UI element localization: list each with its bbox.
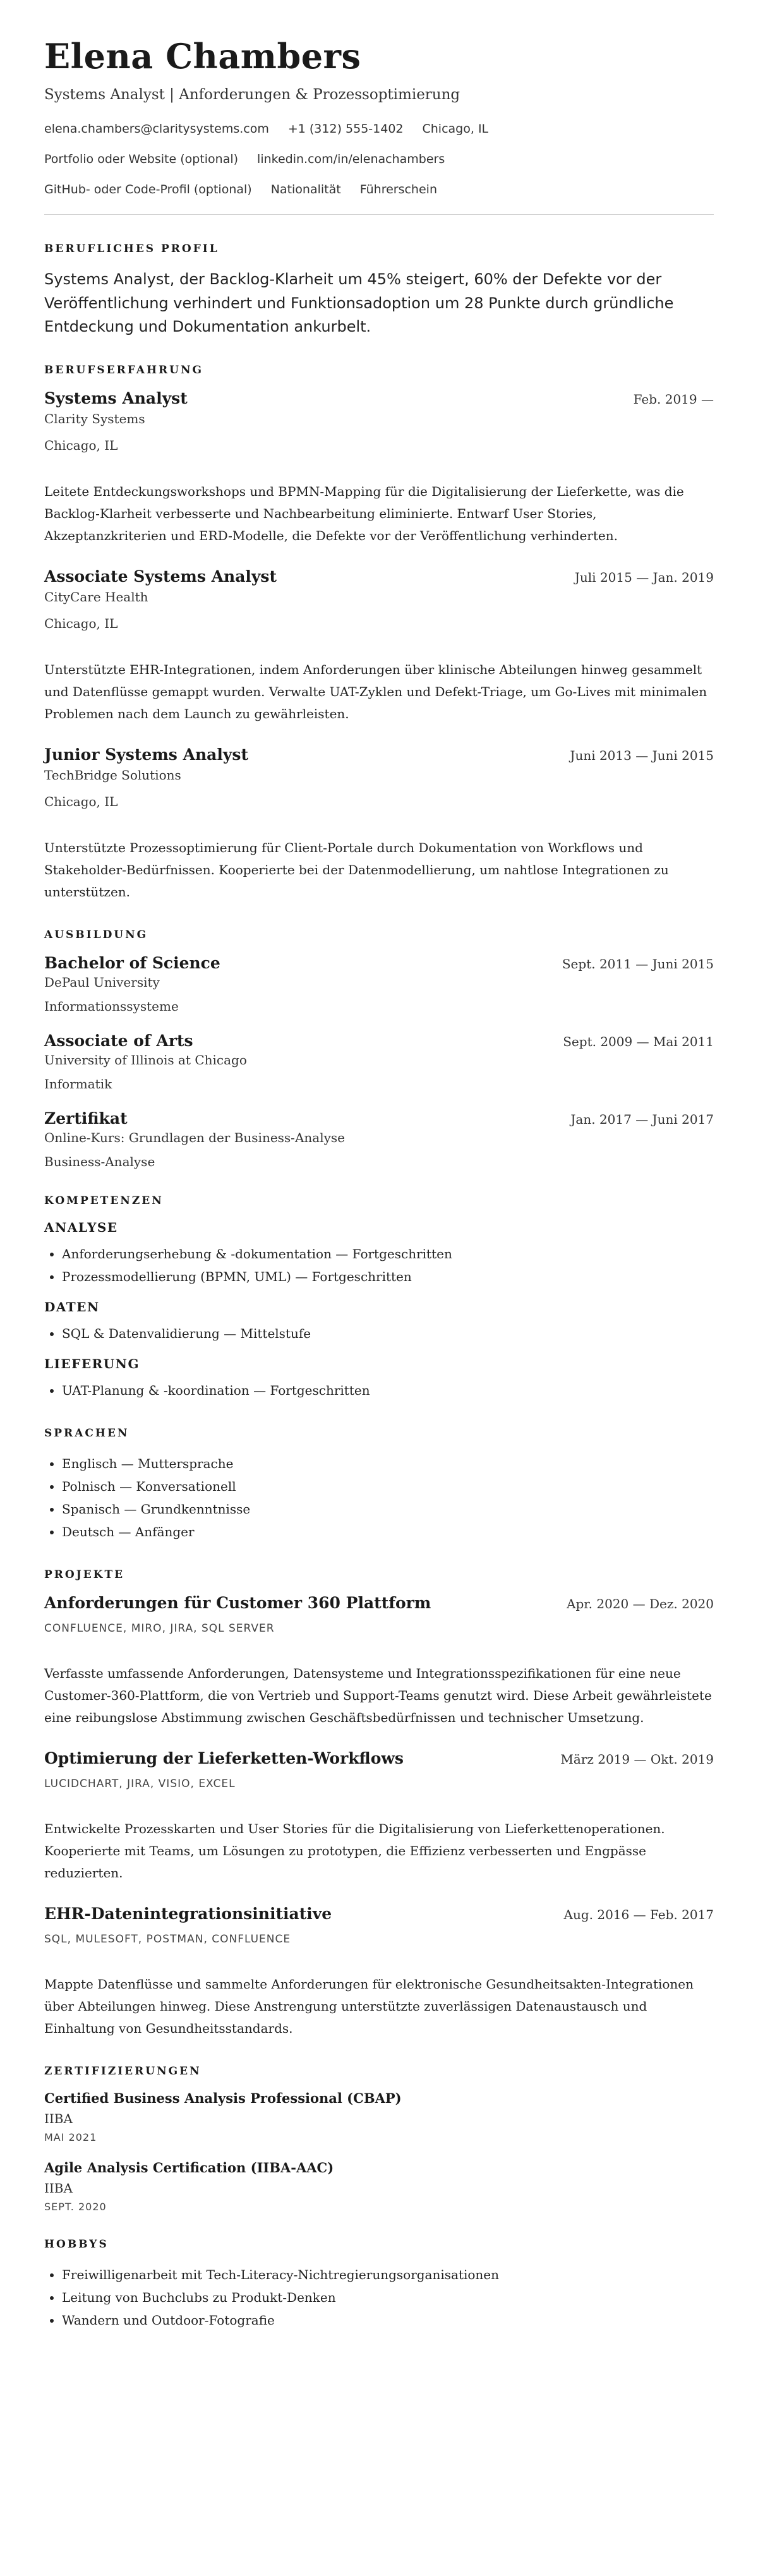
skill-item: • UAT-Planung & -koordination — Fortgeschritten xyxy=(62,1379,714,1402)
experience-entry xyxy=(44,389,714,547)
language-item: • Spanisch — Grundkenntnisse xyxy=(62,1498,714,1520)
skill-item: • Prozessmodellierung (BPMN, UML) — Fortgeschritten xyxy=(62,1265,714,1288)
project-description: Mappte Datenflüsse und sammelte Anforderungen für elektronische Gesundheitsakten-Integrationen über Abteilungen hinweg. Diese Anstrengung unterstützte zuverlässigen Datenaustausch und Einhaltung von Gesundheitsstandards. xyxy=(44,1976,694,2036)
skill-item: • Anforderungserhebung & -dokumentation — Fortgeschritten xyxy=(62,1243,714,1265)
field-of-study: Business-Analyse xyxy=(44,1153,155,1169)
project-date: Aug. 2016 — Feb. 2017 xyxy=(563,1906,714,1922)
education-entry xyxy=(44,1109,714,1169)
degree-title: Zertifikat xyxy=(44,1109,128,1128)
contact-linkedin[interactable]: linkedin.com/in/elenachambers xyxy=(257,152,445,167)
education-entry xyxy=(44,1032,714,1092)
skill-category: ANALYSE xyxy=(44,1219,118,1235)
degree-title: Associate of Arts xyxy=(44,1031,193,1050)
project-entry xyxy=(44,1594,714,1729)
job-title: Associate Systems Analyst xyxy=(44,567,277,586)
language-item: • Polnisch — Konversationell xyxy=(62,1475,714,1498)
education-section xyxy=(44,929,714,1169)
project-tools: SQL, MULESOFT, POSTMAN, CONFLUENCE xyxy=(44,1932,291,1946)
hobby-item: • Wandern und Outdoor-Fotografie xyxy=(62,2309,714,2332)
section-title-certifications: ZERTIFIZIERUNGEN xyxy=(44,2064,202,2078)
hobby-list xyxy=(44,2263,714,2332)
job-date: Juli 2015 — Jan. 2019 xyxy=(574,569,714,585)
section-title-experience: BERUFSERFAHRUNG xyxy=(44,363,204,376)
header-divider xyxy=(44,214,714,215)
profile-text: Systems Analyst, der Backlog-Klarheit um 45% steigert, 60% der Defekte vor der Veröffentlichung verhindert und Funktionsadoption um 28 Punkte durch gründliche Entdeckung und Dokumentation ankurbelt. xyxy=(44,270,674,335)
contact-drivers-license: Führerschein xyxy=(359,183,437,197)
school-name: University of Illinois at Chicago xyxy=(44,1052,247,1068)
skill-list xyxy=(44,1243,714,1288)
skill-category: DATEN xyxy=(44,1299,100,1315)
skill-category: LIEFERUNG xyxy=(44,1356,140,1371)
certification-entry xyxy=(44,2160,714,2213)
certification-org: IIBA xyxy=(44,2110,73,2126)
job-description: Unterstützte Prozessoptimierung für Client-Portale durch Dokumentation von Workflows und Stakeholder-Bedürfnissen. Kooperierte bei der Datenmodellierung, um nahtlose Integrationen zu unterstützen. xyxy=(44,840,669,900)
project-date: März 2019 — Okt. 2019 xyxy=(560,1751,714,1767)
hobby-item: • Freiwilligenarbeit mit Tech-Literacy-Nichtregierungsorganisationen xyxy=(62,2263,714,2286)
section-title-profile: BERUFLICHES PROFIL xyxy=(44,243,219,256)
experience-entry xyxy=(44,745,714,903)
school-name: Online-Kurs: Grundlagen der Business-Analyse xyxy=(44,1129,345,1145)
certification-name: Certified Business Analysis Professional (CBAP) xyxy=(44,2090,402,2106)
contact-github[interactable]: GitHub- oder Code-Profil (optional) xyxy=(44,183,252,197)
candidate-subtitle: Systems Analyst | Anforderungen & Prozessoptimierung xyxy=(44,87,460,104)
education-entry xyxy=(44,954,714,1014)
language-list xyxy=(44,1452,714,1543)
project-description: Verfasste umfassende Anforderungen, Datensysteme und Integrationsspezifikationen für eine neue Customer-360-Plattform, die von Vertrieb und Support-Teams genutzt wird. Diese Arbeit gewährleistete eine reibungslose Abstimmung zwischen Geschäftsbedürfnissen und technischer Umsetzung. xyxy=(44,1665,712,1725)
contact-email[interactable]: elena.chambers@claritysystems.com xyxy=(44,122,269,136)
projects-section xyxy=(44,1568,714,2040)
experience-section xyxy=(44,364,714,903)
section-title-languages: SPRACHEN xyxy=(44,1426,129,1440)
degree-date: Jan. 2017 — Juni 2017 xyxy=(570,1111,714,1127)
project-tools: CONFLUENCE, MIRO, JIRA, SQL SERVER xyxy=(44,1622,275,1635)
languages-section xyxy=(44,1427,714,1543)
experience-entry xyxy=(44,567,714,725)
project-entry xyxy=(44,1749,714,1884)
job-title: Systems Analyst xyxy=(44,388,188,407)
skill-list xyxy=(44,1379,714,1402)
job-date: Feb. 2019 — xyxy=(633,391,714,407)
contact-portfolio[interactable]: Portfolio oder Website (optional) xyxy=(44,152,239,167)
project-title: Optimierung der Lieferketten-Workflows xyxy=(44,1748,404,1767)
contact-location: Chicago, IL xyxy=(422,122,489,136)
project-entry xyxy=(44,1905,714,2040)
project-title: EHR-Datenintegrationsinitiative xyxy=(44,1904,332,1923)
degree-title: Bachelor of Science xyxy=(44,953,220,972)
contact-line-3 xyxy=(44,183,714,196)
job-company: CityCare Health xyxy=(44,589,148,605)
language-item: • Deutsch — Anfänger xyxy=(62,1520,714,1543)
skill-list xyxy=(44,1322,714,1345)
language-item: • Englisch — Muttersprache xyxy=(62,1452,714,1475)
job-company: Clarity Systems xyxy=(44,411,145,426)
job-description: Leitete Entdeckungsworkshops und BPMN-Mapping für die Digitalisierung der Lieferkette, was die Backlog-Klarheit verbesserte und Nachbearbeitung eliminierte. Entwarf User Stories, Akzeptanzkriterien und ERD-Modelle, die Defekte vor der Veröffentlichung verhinderten. xyxy=(44,483,684,543)
job-location: Chicago, IL xyxy=(44,793,118,809)
job-description: Unterstützte EHR-Integrationen, indem Anforderungen über klinische Abteilungen hinweg gesammelt und Datenflüsse gemappt wurden. Verwalte UAT-Zyklen und Defekt-Triage, um Go-Lives mit minimalen Problemen nach dem Launch zu gewährleisten. xyxy=(44,661,707,721)
school-name: DePaul University xyxy=(44,974,160,990)
hobby-item: • Leitung von Buchclubs zu Produkt-Denken xyxy=(62,2286,714,2309)
job-location: Chicago, IL xyxy=(44,615,118,631)
project-title: Anforderungen für Customer 360 Plattform xyxy=(44,1593,431,1612)
certifications-section xyxy=(44,2065,714,2213)
field-of-study: Informatik xyxy=(44,1076,112,1092)
contact-nationality: Nationalität xyxy=(270,183,341,197)
skill-item: • SQL & Datenvalidierung — Mittelstufe xyxy=(62,1322,714,1345)
job-location: Chicago, IL xyxy=(44,437,118,453)
certification-date: SEPT. 2020 xyxy=(44,2200,107,2213)
contact-line-2 xyxy=(44,152,714,166)
field-of-study: Informationssysteme xyxy=(44,998,179,1014)
project-date: Apr. 2020 — Dez. 2020 xyxy=(567,1596,714,1611)
project-tools: LUCIDCHART, JIRA, VISIO, EXCEL xyxy=(44,1777,236,1790)
degree-date: Sept. 2009 — Mai 2011 xyxy=(563,1033,714,1049)
job-date: Juni 2013 — Juni 2015 xyxy=(570,747,714,763)
certification-date: MAI 2021 xyxy=(44,2131,97,2143)
section-title-hobbies: HOBBYS xyxy=(44,2237,109,2251)
section-title-projects: PROJEKTE xyxy=(44,1568,125,1581)
hobbies-section xyxy=(44,2238,714,2332)
contact-line-1 xyxy=(44,122,714,136)
section-title-education: AUSBILDUNG xyxy=(44,928,148,941)
contact-phone[interactable]: +1 (312) 555-1402 xyxy=(287,122,404,136)
job-company: TechBridge Solutions xyxy=(44,767,181,783)
project-description: Entwickelte Prozesskarten und User Stories für die Digitalisierung von Lieferkettenoperationen. Kooperierte mit Teams, um Lösungen zu prototypen, die Effizienz verbesserten und Engpässe reduzierten. xyxy=(44,1821,665,1881)
certification-name: Agile Analysis Certification (IIBA-AAC) xyxy=(44,2159,334,2176)
degree-date: Sept. 2011 — Juni 2015 xyxy=(562,956,714,972)
candidate-name: Elena Chambers xyxy=(44,36,361,76)
skills-section xyxy=(44,1195,714,1402)
certification-entry xyxy=(44,2090,714,2143)
section-title-skills: KOMPETENZEN xyxy=(44,1194,164,1207)
certification-org: IIBA xyxy=(44,2180,73,2196)
job-title: Junior Systems Analyst xyxy=(44,745,248,764)
profile-section xyxy=(44,243,714,339)
